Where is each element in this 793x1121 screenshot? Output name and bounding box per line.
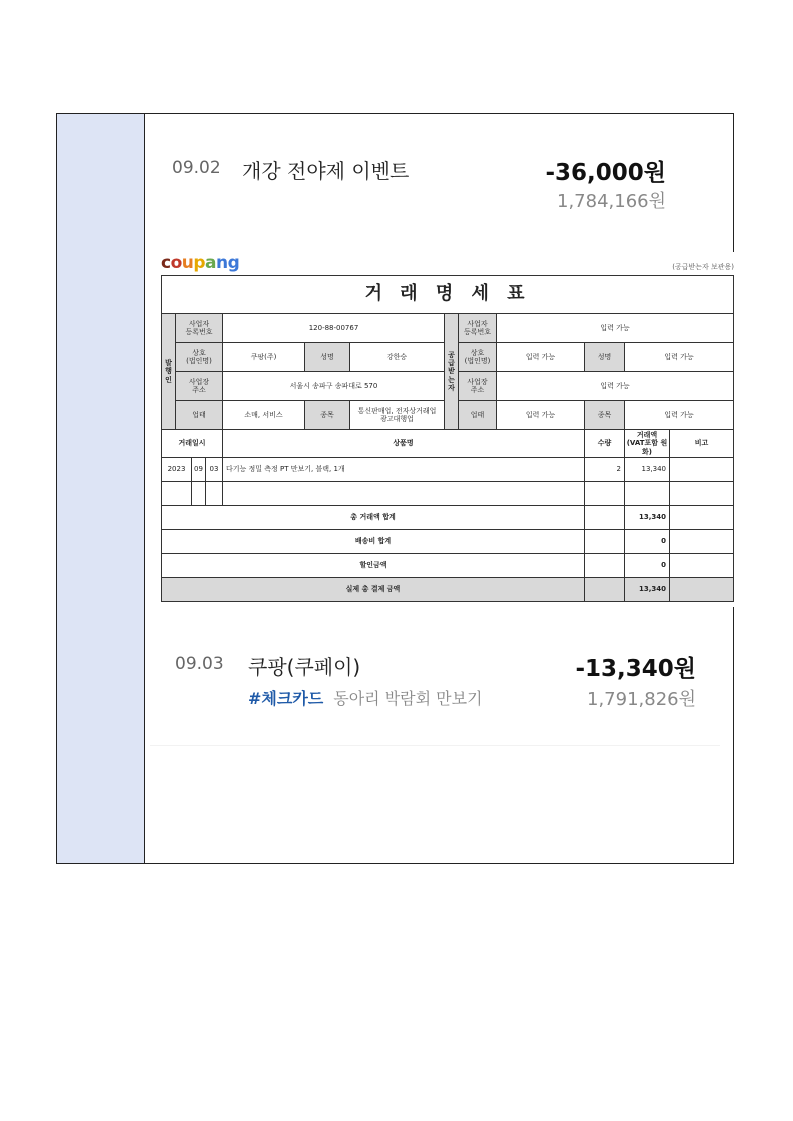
receiver-rep-value: 입력 가능: [625, 343, 734, 372]
transaction-date: 09.02: [172, 158, 221, 178]
receiver-rep-label: 성명: [585, 343, 625, 372]
card-type-tag[interactable]: #체크카드: [248, 689, 324, 708]
company-name-label: 상호 (법인명): [176, 343, 223, 372]
shipping-label: 배송비 합계: [162, 530, 585, 554]
business-item-value: 통신판매업, 전자상거래업 광고대행업: [350, 401, 445, 430]
divider: [150, 745, 720, 746]
transaction-balance: 1,784,166원: [557, 191, 666, 212]
transaction-amount: -36,000원: [545, 160, 666, 186]
receiver-reg-value: 입력 가능: [497, 314, 734, 343]
discount-value: 0: [625, 554, 670, 578]
table-row: [162, 554, 734, 578]
col-note-header: 비고: [670, 430, 734, 458]
table-row: [162, 506, 734, 530]
table-row: [162, 530, 734, 554]
receiver-name-label: 상호 (법인명): [459, 343, 497, 372]
sidebar-panel: [57, 114, 145, 863]
receipt-table: [161, 275, 734, 602]
total-value: 13,340: [625, 506, 670, 530]
final-total-label: 실제 총 결제 금액: [162, 578, 585, 602]
receiver-address-value: 입력 가능: [497, 372, 734, 401]
transaction-memo: 동아리 박람회 만보기: [333, 689, 483, 708]
business-type-value: 소매, 서비스: [223, 401, 305, 430]
col-product-header: 상품명: [223, 430, 585, 458]
table-row: [162, 578, 734, 602]
col-qty-header: 수량: [585, 430, 625, 458]
item-product: 다기능 정밀 측정 PT 만보기, 블랙, 1개: [223, 458, 585, 482]
item-month: 09: [192, 458, 206, 482]
coupang-logo: coupang: [161, 253, 240, 273]
representative-value: 강한승: [350, 343, 445, 372]
item-qty: 2: [585, 458, 625, 482]
transaction-receipt: [160, 252, 735, 607]
discount-label: 할인금액: [162, 554, 585, 578]
table-row: [162, 482, 734, 506]
reg-number-label: 사업자 등록번호: [176, 314, 223, 343]
business-type-label: 업태: [176, 401, 223, 430]
transaction-balance: 1,791,826원: [587, 689, 696, 710]
address-label: 사업장 주소: [176, 372, 223, 401]
receiver-name-value: 입력 가능: [497, 343, 585, 372]
business-item-label: 종목: [305, 401, 350, 430]
receiver-biz-value: 입력 가능: [497, 401, 585, 430]
total-label: 총 거래액 합계: [162, 506, 585, 530]
col-amount-header: 거래액 (VAT포함 원화): [625, 430, 670, 458]
reg-number-value: 120-88-00767: [223, 314, 445, 343]
company-name-value: 쿠팡(주): [223, 343, 305, 372]
receiver-biz-label: 업태: [459, 401, 497, 430]
transaction-amount: -13,340원: [575, 656, 696, 682]
representative-label: 성명: [305, 343, 350, 372]
receiver-item-label: 종목: [585, 401, 625, 430]
transaction-date: 09.03: [175, 654, 224, 674]
receiver-address-label: 사업장 주소: [459, 372, 497, 401]
transaction-title: 쿠팡(쿠페이): [248, 655, 361, 679]
item-note: [670, 458, 734, 482]
issuer-label: 발 행 인: [162, 314, 176, 430]
receipt-title: 거 래 명 세 표: [162, 276, 734, 314]
receiver-reg-label: 사업자 등록번호: [459, 314, 497, 343]
col-date-header: 거래일시: [162, 430, 223, 458]
receiver-label: 공 급 받 는 자: [445, 314, 459, 430]
final-total-value: 13,340: [625, 578, 670, 602]
item-day: 03: [206, 458, 223, 482]
shipping-value: 0: [625, 530, 670, 554]
copy-note: (공급받는자 보관용): [672, 263, 734, 271]
address-value: 서울시 송파구 송파대로 570: [223, 372, 445, 401]
item-amount: 13,340: [625, 458, 670, 482]
receiver-item-value: 입력 가능: [625, 401, 734, 430]
table-row: [162, 458, 734, 482]
item-year: 2023: [162, 458, 192, 482]
transaction-tags: [248, 686, 483, 709]
transaction-title: 개강 전야제 이벤트: [242, 159, 410, 183]
